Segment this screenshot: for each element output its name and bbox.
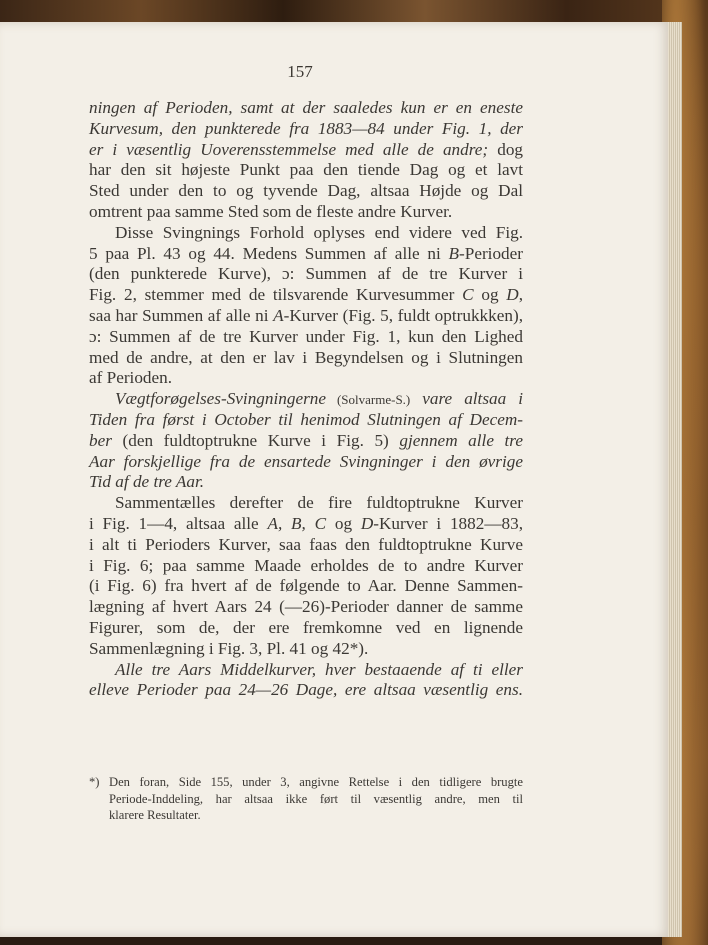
text-run: i alt ti Perioders Kurver, saa faas den fuldtoptrukne Kurve (89, 534, 523, 554)
text-run: (den punkterede Kurve), ɔ: Summen af de tre Kurver i (89, 264, 523, 284)
text-line (89, 368, 523, 389)
italic-text-run: C (462, 285, 474, 305)
text-line (89, 576, 523, 597)
text-line (89, 348, 523, 369)
text-line (89, 223, 523, 244)
text-run: Figurer, som de, der ere fremkomne ved en lignende (89, 617, 523, 637)
text-run: Disse Svingnings Forhold oplyses end videre ved Fig. (115, 222, 523, 242)
italic-text-run: A, B, C (267, 513, 327, 533)
page-number: 157 (287, 62, 313, 81)
text-run: har den sit højeste Punkt paa den tiende Dag og et lavt (89, 160, 523, 180)
italic-text-run: Alle tre Aars Middelkurver, hver bestaaende af ti eller (115, 659, 523, 679)
italic-text-run: A (273, 305, 284, 325)
text-line (89, 389, 523, 410)
text-line (89, 535, 523, 556)
footnote-line: *) Den foran, Side 155, under 3, angivne Rettelse i den tidligere brugte (89, 775, 523, 789)
text-line (89, 452, 523, 473)
italic-text-run: B (448, 243, 460, 263)
text-line (89, 472, 523, 493)
text-run: i Fig. 1—4, altsaa alle (89, 513, 268, 533)
italic-text-run: ber (89, 430, 112, 450)
text-line (89, 680, 523, 701)
italic-text-run: Kurvesum, den punkterede fra 1883—84 under Fig. 1, der (89, 118, 523, 138)
text-line (89, 202, 523, 223)
italic-text-run: ningen af Perioden, samt at der saaledes kun er en eneste (89, 98, 523, 117)
italic-text-run: Tiden fra først i October til henimod Slutningen af Decem- (89, 409, 523, 429)
text-line (89, 119, 523, 140)
footnote (89, 774, 523, 824)
text-run: 5 paa Pl. 43 og 44. Medens Summen af alle ni (89, 243, 449, 263)
text-line (89, 285, 523, 306)
text-line (89, 431, 523, 452)
text-run: , (518, 285, 524, 305)
text-run: dog (488, 139, 524, 159)
text-run: -Kurver i 1882—83, (373, 513, 523, 533)
text-run: Sammenlægning i Fig. 3, Pl. 41 og 42*). (89, 638, 369, 658)
text-run: Sted under den to og tyvende Dag, altsaa Højde og Dal (89, 181, 523, 201)
footnote-line: klarere Resultater. (109, 808, 201, 822)
italic-text-run: elleve Perioder paa 24—26 Dage, ere altsaa væsentlig ens. (89, 680, 523, 700)
text-line (89, 306, 523, 327)
text-run: -Perioder (459, 243, 523, 263)
text-line (89, 264, 523, 285)
text-line (89, 660, 523, 681)
text-run: af Perioden. (89, 368, 173, 388)
text-line (89, 244, 523, 265)
text-run: ɔ: Summen af de tre Kurver under Fig. 1, kun den Lighed (89, 326, 523, 346)
text-line (89, 639, 523, 660)
italic-text-run: D (360, 513, 374, 533)
page-stack-edge (668, 22, 682, 937)
text-run: omtrent paa samme Sted som de fleste andre Kurver. (89, 201, 453, 221)
footnote-line: Periode-Inddeling, har altsaa ikke ført til væsentlig andre, men til (109, 791, 523, 806)
text-line (89, 327, 523, 348)
italic-text-run: gjennem alle tre (399, 430, 523, 450)
text-run: Fig. 2, stemmer med de tilsvarende Kurvesummer (89, 285, 463, 305)
text-run: i Fig. 6; paa samme Maade erholdes de to andre Kurver (89, 555, 523, 575)
text-line (89, 556, 523, 577)
italic-text-run: Aar forskjellige fra de ensartede Svingninger i den øvrige (89, 451, 523, 471)
text-run: (den fuldtoptrukne Kurve i Fig. 5) (111, 430, 400, 450)
text-line (89, 597, 523, 618)
text-line (89, 160, 523, 181)
text-run: med de andre, at den er lav i Begyndelsen og i Slutningen (89, 347, 523, 367)
italic-text-run: er i væsentlig Uoverensstemmelse med alle de andre; (89, 139, 489, 159)
text-line (89, 181, 523, 202)
italic-text-run: D (506, 285, 519, 305)
text-run: saa har Summen af alle ni (89, 305, 274, 325)
text-run: lægning af hvert Aars 24 (—26)-Perioder danner de samme (89, 597, 523, 617)
text-run: og (473, 285, 507, 305)
italic-text-run: Vægtforøgelses-Svingningerne (115, 389, 326, 409)
text-run: og (326, 513, 361, 533)
text-run: -Kurver (Fig. 5, fuldt optrukkken), (283, 305, 523, 325)
italic-text-run: Tid af de tre Aar. (89, 472, 205, 492)
text-line (89, 514, 523, 535)
text-line (89, 493, 523, 514)
text-line (89, 98, 523, 119)
text-line (89, 140, 523, 161)
italic-text-run: vare altsaa i (410, 389, 523, 409)
text-run: (i Fig. 6) fra hvert af de følgende to Aar. Denne Sammen- (89, 576, 523, 596)
body-text (89, 98, 523, 701)
text-line (89, 410, 523, 431)
text-line (89, 618, 523, 639)
text-run: (Solvarme-S.) (326, 392, 411, 408)
text-run: Sammentælles derefter de fire fuldtoptrukne Kurver (115, 493, 523, 513)
